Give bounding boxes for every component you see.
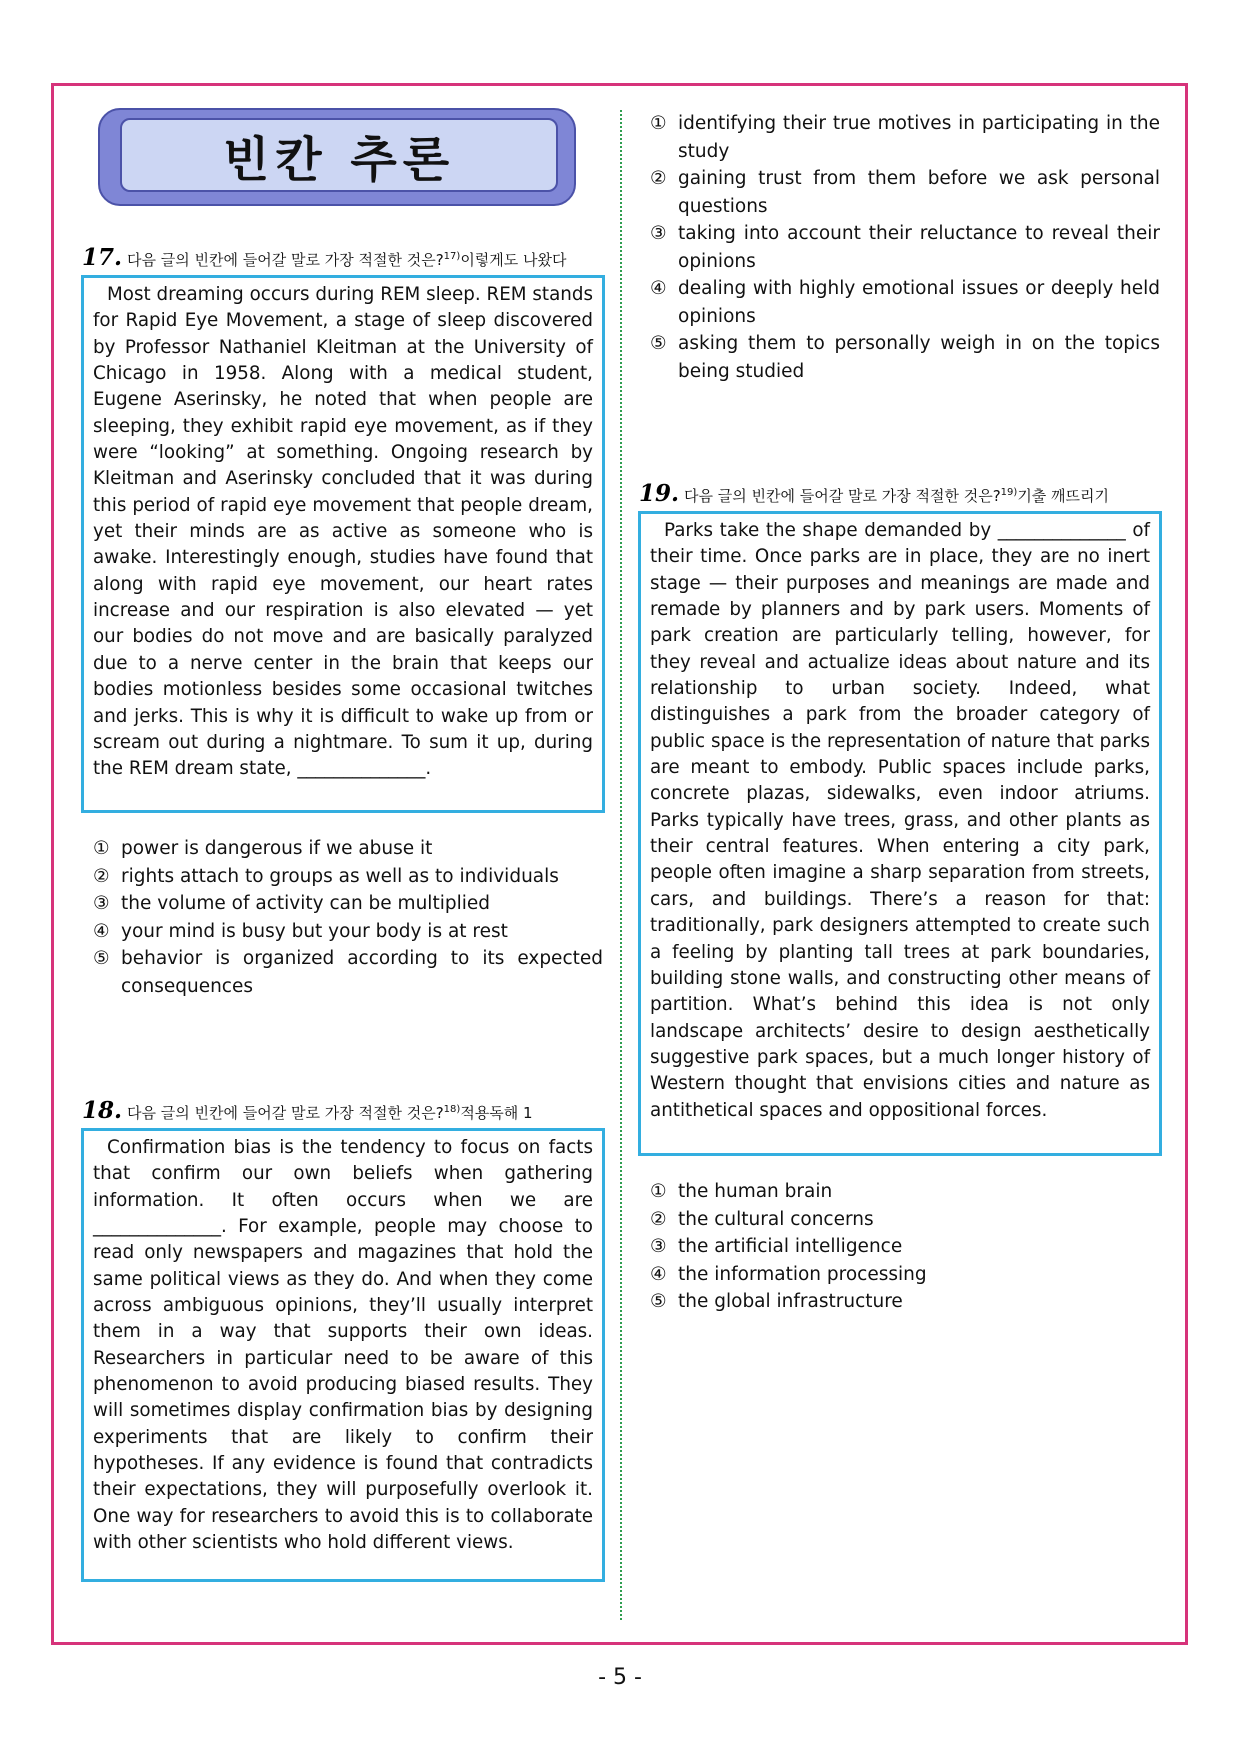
option-text: your mind is busy but your body is at rest (121, 920, 508, 942)
footnote-ref: 17) (443, 251, 461, 262)
page-number: - 5 - (598, 1665, 642, 1690)
option-text: the artificial intelligence (678, 1236, 903, 1257)
option-text: the human brain (678, 1181, 833, 1202)
option-text: rights attach to groups as well as to individuals (121, 865, 559, 887)
option-text: the information processing (678, 1263, 927, 1285)
option-text: the volume of activity can be multiplied (121, 893, 490, 914)
option-1[interactable] (650, 1178, 1160, 1206)
option-text: the cultural concerns (678, 1208, 874, 1230)
question-number: 19. (639, 480, 680, 507)
option-text: dealing with highly emotional issues or deeply held opinions (678, 278, 1160, 327)
option-marker: ④ (650, 278, 667, 299)
option-marker: ② (650, 1208, 667, 1230)
question-prompt: 다음 글의 빈칸에 들어갈 말로 가장 적절한 것은? (127, 251, 444, 269)
question-prompt: 다음 글의 빈칸에 들어갈 말로 가장 적절한 것은? (127, 1104, 444, 1122)
question-number: 17. (82, 244, 123, 271)
option-1[interactable] (650, 110, 1160, 165)
option-marker: ① (650, 1181, 667, 1202)
option-marker: ⑤ (650, 333, 667, 354)
option-4[interactable] (650, 275, 1160, 330)
option-marker: ④ (93, 920, 110, 942)
option-4[interactable] (93, 918, 603, 946)
option-5[interactable] (650, 1288, 1160, 1316)
option-2[interactable] (650, 1206, 1160, 1234)
option-2[interactable] (93, 863, 603, 891)
option-marker: ③ (93, 893, 110, 914)
option-5[interactable] (650, 330, 1160, 385)
question-18-options (650, 110, 1160, 385)
question-17-passage: Most dreaming occurs during REM sleep. REM stands for Rapid Eye Movement, a stage of sleep discovered by Professor Nathaniel Kleitman at the University of Chicago in 1958. Along with a medical student, Eugene Aserinsky, he noted that when people are sleeping, they exhibit rapid eye movement, as if they were “looking” at something. Ongoing research by Kleitman and Aserinsky concluded that it was during this period of rapid eye movement that people dream, yet their minds are as active as someone who is awake. Interestingly enough, studies have found that along with rapid eye movement, our heart rates increase and our respiration is also elevated — yet our bodies do not move and are basically paralyzed due to a nerve center in the brain that keeps our bodies motionless besides some occasional twitches and jerks. This is why it is difficult to wake up from or scream out during a nightmare. To sum it up, during the REM dream state, ______________. (81, 275, 605, 813)
option-4[interactable] (650, 1261, 1160, 1289)
option-marker: ① (650, 113, 667, 134)
question-19-options (650, 1178, 1160, 1316)
section-title-inner (120, 118, 558, 192)
option-text: power is dangerous if we abuse it (121, 838, 433, 859)
option-marker: ⑤ (93, 948, 110, 969)
option-2[interactable] (650, 165, 1160, 220)
footnote-ref: 18) (443, 1104, 461, 1115)
option-text: asking them to personally weigh in on the topics being studied (678, 333, 1160, 382)
option-text: the global infrastructure (678, 1291, 903, 1312)
question-note-text: 기출 깨뜨리기 (1017, 487, 1110, 505)
question-19-passage: Parks take the shape demanded by ______________ of their time. Once parks are in place, they are no inert stage — their purposes and meanings are made and remade by planners and by park users. Moments of park creation are particularly telling, however, for they reveal and actualize ideas about nature and its relationship to urban society. Indeed, what distinguishes a park from the broader category of public space is the representation of nature that parks are meant to embody. Public spaces include parks, concrete plazas, sidewalks, even indoor atriums. Parks typically have trees, grass, and other plants as their central features. When entering a city park, people often imagine a sharp separation from streets, cars, and buildings. There’s a reason for that: traditionally, park designers attempted to create such a feeling by planting tall trees at park boundaries, building stone walls, and constructing other means of partition. What’s behind this idea is not only landscape architects’ desire to design aesthetically suggestive park spaces, but a much longer history of Western thought that envisions cities and nature as antithetical spaces and oppositional forces. (638, 511, 1162, 1156)
footnote-ref: 19) (1000, 487, 1018, 498)
option-text: gaining trust from them before we ask personal questions (678, 168, 1160, 217)
question-note (444, 249, 567, 270)
option-marker: ④ (650, 1263, 667, 1285)
option-marker: ② (650, 168, 667, 189)
option-marker: ⑤ (650, 1291, 667, 1312)
question-note (444, 1102, 533, 1123)
question-18-header (82, 1097, 533, 1124)
option-3[interactable] (650, 1233, 1160, 1261)
question-17-header (82, 244, 567, 271)
question-prompt: 다음 글의 빈칸에 들어갈 말로 가장 적절한 것은? (684, 487, 1001, 505)
option-marker: ① (93, 838, 110, 859)
option-marker: ③ (650, 1236, 667, 1257)
option-text: taking into account their reluctance to reveal their opinions (678, 223, 1160, 272)
question-19-header (639, 480, 1109, 507)
question-17-options (93, 835, 603, 1000)
option-3[interactable] (650, 220, 1160, 275)
option-1[interactable] (93, 835, 603, 863)
option-text: behavior is organized according to its expected consequences (121, 948, 603, 997)
option-5[interactable] (93, 945, 603, 1000)
question-note-text: 이렇게도 나왔다 (460, 251, 567, 269)
option-text: identifying their true motives in participating in the study (678, 113, 1160, 162)
section-title: 빈칸 추론 (222, 131, 456, 188)
question-note-text: 적용독해 1 (460, 1104, 533, 1122)
option-marker: ② (93, 865, 110, 887)
question-18-passage: Confirmation bias is the tendency to focus on facts that confirm our own beliefs when gathering information. It often occurs when we are ______________. For example, people may choose to read only newspapers and magazines that hold the same political views as they do. And when they come across ambiguous opinions, they’ll usually interpret them in a way that supports their own ideas. Researchers in particular need to be aware of this phenomenon to avoid producing biased results. They will sometimes display confirmation bias by designing experiments that are likely to confirm their hypotheses. If any evidence is found that contradicts their expectations, they will purposefully overlook it. One way for researchers to avoid this is to collaborate with other scientists who hold different views. (81, 1128, 605, 1582)
question-number: 18. (82, 1097, 123, 1124)
option-marker: ③ (650, 223, 667, 244)
column-divider (620, 110, 622, 1620)
question-note (1001, 485, 1109, 506)
option-3[interactable] (93, 890, 603, 918)
